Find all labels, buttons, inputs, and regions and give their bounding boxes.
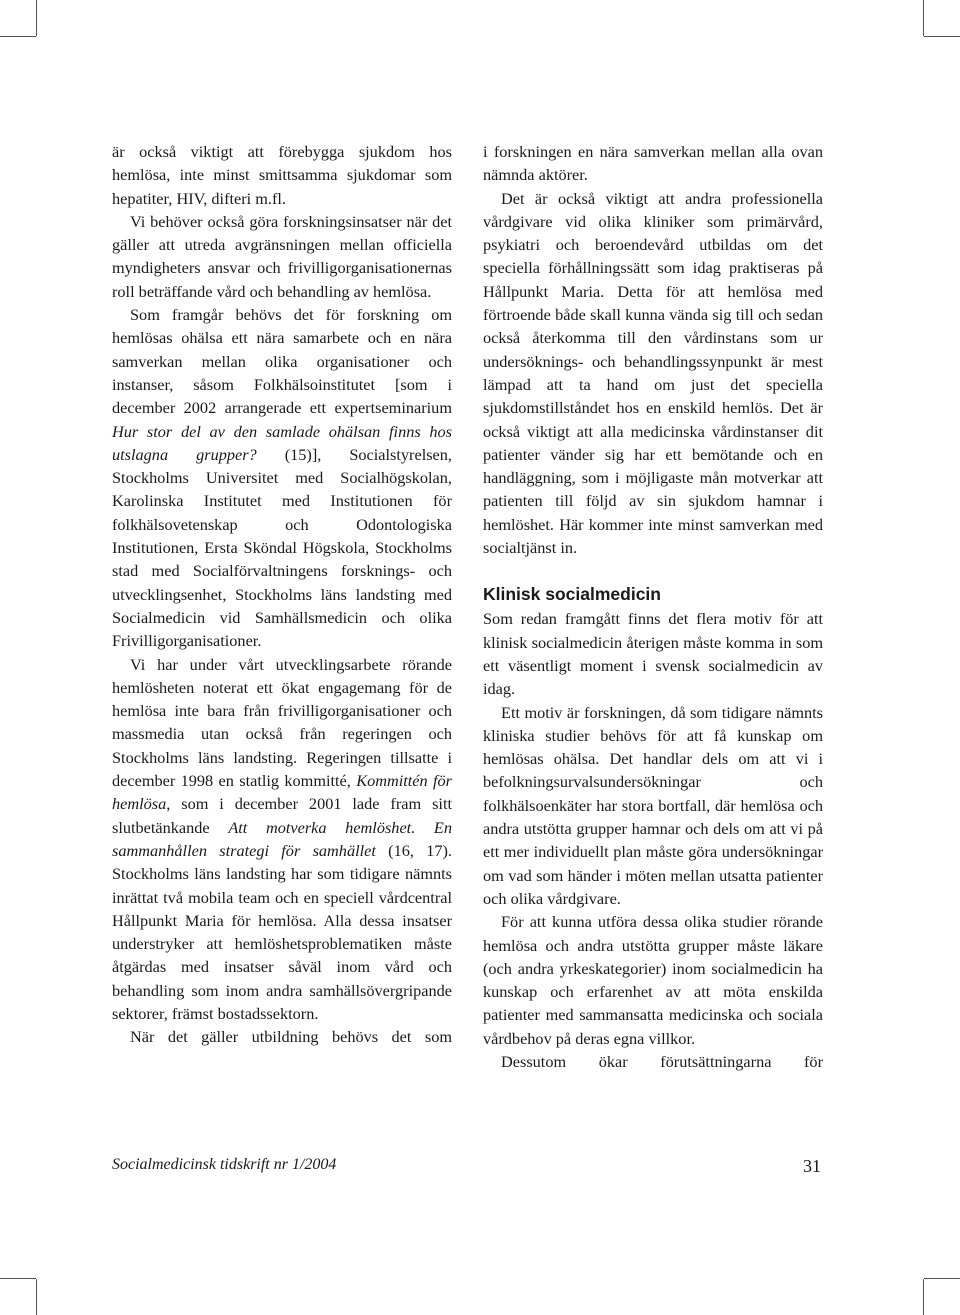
left-paragraph-5: När det gäller utbildning behövs det som (130, 1027, 452, 1047)
left-p4-text-a: Vi har under vårt utvecklingsarbete rörande hemlösheten noterat ett ökat engagemang för de hemlösa inte bara från frivilligorganisationer och massmedia utan också från regeringen och Stockholms läns landsting. Regeringen tillsatte i december 1998 en statlig kommitté, (112, 654, 452, 791)
left-p4-text-b: , som i december 2001 lade fram sitt slutbetänkande (112, 794, 452, 837)
crop-mark-bottom-left-h (0, 1278, 36, 1279)
crop-mark-top-left-v (36, 0, 37, 36)
crop-mark-top-right-h (924, 36, 960, 37)
left-p4-text-c: (16, 17). Stockholms läns landsting har som tidigare nämnts inrättat två mobila team och en speciell vårdcentral Hållpunkt Maria för hemlösa. Alla dessa insatser understryker att hemlöshetsproblematiken måste åtgärdas med insatser såväl inom vård och behandling som inom andra samhällsövergripande sektorer, främst bostadssektorn. (112, 840, 453, 1023)
left-p3-text-b: (15)], Socialstyrelsen, Stockholms Universitet med Socialhögskolan, Karolinska Institutet med Institutionen för folkhälsovetenskap och Odontologiska Institutionen, Ersta Sköndal Högskola, Stockholms stad med Socialförvaltningens forsknings- och utvecklingsenhet, Stockholms läns landsting med Socialmedicin vid Samhällsmedicin och olika Frivilligorganisationer. (112, 444, 452, 651)
right-paragraph-6: Dessutom ökar förutsättningarna för (501, 1051, 823, 1071)
crop-mark-bottom-right-v (923, 1279, 924, 1315)
seminar-title: Hur stor del av den samlade ohälsan finns hos utslagna grupper? (112, 421, 452, 464)
section-heading: Klinisk socialmedicin (483, 584, 661, 605)
right-paragraph-1: i forskningen en nära samverkan mellan alla ovan nämnda aktörer. (483, 142, 823, 185)
committee-name: Kommittén för hemlösa (112, 771, 453, 814)
crop-mark-bottom-right-h (924, 1278, 960, 1279)
left-paragraph-2: Vi behöver också göra forskningsinsatser när det gäller att utreda avgränsningen mellan officiella myndigheters ansvar och frivilligorganisationernas roll beträffande vård och behandling av hemlösa. (112, 211, 452, 301)
right-paragraph-4: Ett motiv är forskningen, då som tidigare nämnts kliniska studier behövs för att få kunskap om hemlösas ohälsa. Det handlar dels om att vi i befolkningsurvalsundersökningar och folkhälsoenkäter har stora bortfall, där hemlösa och andra utstötta grupper hamnar och dels om att vi på ett mer individuellt plan måste göra undersökningar om vad som händer i möten mellan utsatta patienter och olika vårdgivare. (483, 702, 823, 908)
left-paragraph-4 (112, 653, 452, 1026)
journal-footer: Socialmedicinsk tidskrift nr 1/2004 (112, 1156, 337, 1173)
right-paragraph-2: Det är också viktigt att andra professionella vårdgivare vid olika kliniker som primärvård, psykiatri och beroendevård utbildas om det speciella förhållningssätt som idag praktiseras på Hållpunkt Maria. Detta för att hemlösa med förtroende både skall kunna vända sig till och sedan också återkomma till den vårdinstans som ur undersöknings- och behandlingssynpunkt är mest lämpad att ta hand om just det speciella sjukdomstillståndet hos en enskild hemlös. Det är också viktigt att alla medicinska vårdinstanser dit patienter vänder sig har ett bemötande och en handläggning, som i möjligaste mån motverkar att patienten till följd av sin sjukdom hamnar i hemlöshet. Här kommer inte minst samverkan med socialtjänst in. (483, 188, 823, 558)
page-number: 31 (803, 1156, 821, 1176)
crop-mark-top-right-v (923, 0, 924, 36)
left-p3-text-a: Som framgår behövs det för forskning om hemlösas ohälsa ett nära samarbete och en nära samverkan mellan olika organisationer och instanser, såsom Folkhälsoinstitutet [som i december 2002 arrangerade ett expertseminarium (112, 305, 452, 418)
left-column (112, 140, 452, 1049)
crop-mark-top-left-h (0, 36, 36, 37)
right-paragraph-3: Som redan framgått finns det flera motiv för att klinisk socialmedicin återigen måste komma in som ett väsentligt moment i svensk socialmedicin av idag. (483, 609, 823, 699)
crop-mark-bottom-left-v (36, 1279, 37, 1315)
left-paragraph-1: är också viktigt att förebygga sjukdom hos hemlösa, inte minst smittsamma sjukdomar som hepatiter, HIV, difteri m.fl. (112, 142, 452, 208)
right-paragraph-5: För att kunna utföra dessa olika studier rörande hemlösa och andra utstötta grupper måste läkare (och andra yrkeskategorier) inom socialmedicin ha kunskap och erfarenhet av att möta enskilda patienter med sammansatta medicinska och sociala vårdbehov på deras egna villkor. (483, 912, 823, 1048)
right-column (483, 140, 823, 1073)
left-paragraph-3 (112, 303, 452, 652)
report-title: Att motverka hemlöshet. En sammanhållen strategi för samhället (112, 817, 452, 860)
